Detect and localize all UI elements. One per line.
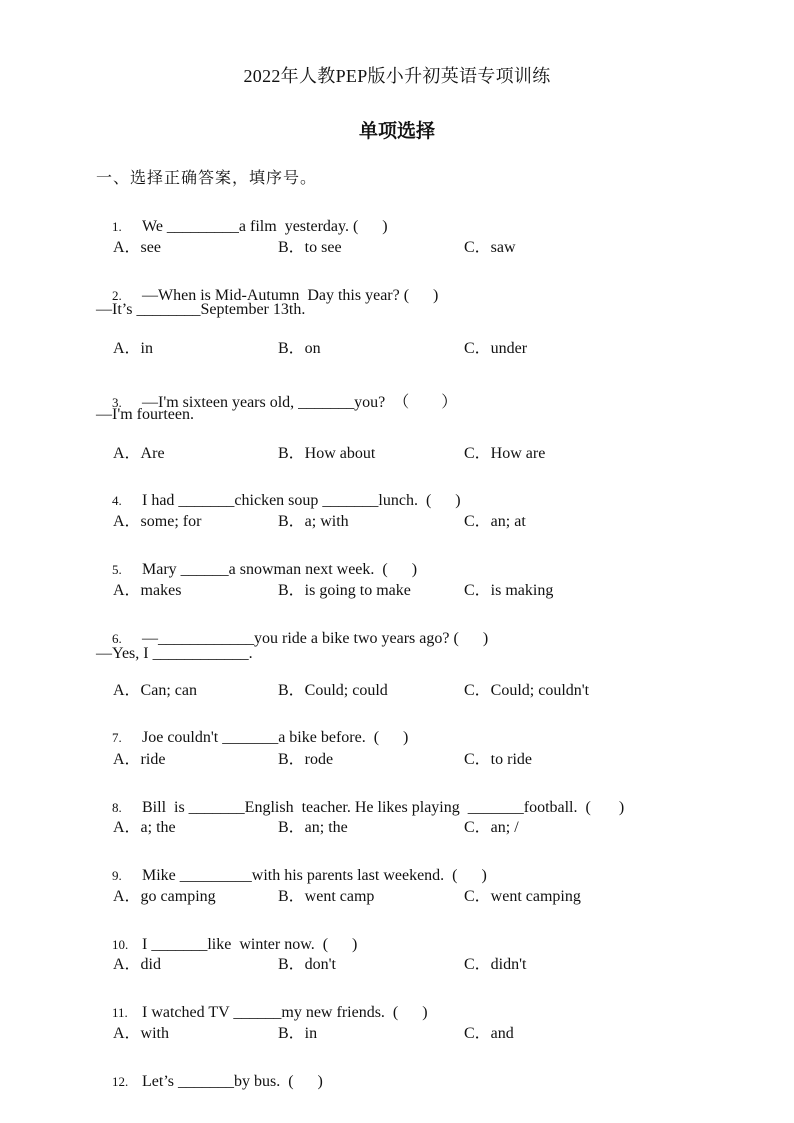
- question-stem: —I'm sixteen years old, _______you? （ ）: [142, 394, 458, 411]
- question-number: 3.: [112, 395, 122, 410]
- question-stem: I watched TV ______my new friends. ( ): [142, 1004, 428, 1021]
- option-a[interactable]: A．with: [113, 1025, 170, 1042]
- option-b[interactable]: B．is going to make: [278, 582, 411, 599]
- section-subtitle: 单项选择: [358, 120, 435, 142]
- instruction-text: 一、选择正确答案，填序号。: [96, 168, 318, 187]
- option-a[interactable]: A．Can; can: [113, 682, 197, 699]
- question-number: 4.: [112, 493, 122, 508]
- option-a[interactable]: A．go camping: [113, 888, 216, 905]
- question-number: 9.: [112, 868, 122, 883]
- option-c[interactable]: C．saw: [464, 239, 516, 256]
- option-c[interactable]: C．How are: [464, 445, 546, 462]
- option-b[interactable]: B．on: [278, 340, 321, 357]
- question-number: 12.: [112, 1074, 129, 1089]
- option-a[interactable]: A．makes: [113, 582, 182, 599]
- option-b[interactable]: B．rode: [278, 751, 334, 768]
- answer-line-3: —I'm fourteen.: [96, 406, 194, 423]
- answer-line-2: —It’s ________September 13th.: [96, 301, 306, 318]
- question-number: 7.: [112, 730, 122, 745]
- question-stem: —When is Mid-Autumn Day this year? ( ): [142, 287, 439, 304]
- option-a[interactable]: A．ride: [113, 751, 166, 768]
- option-c[interactable]: C．under: [464, 340, 528, 357]
- question-number: 10.: [112, 937, 129, 952]
- page-title: 2022年人教PEP版小升初英语专项训练: [243, 66, 551, 86]
- option-c[interactable]: C．an; at: [464, 513, 526, 530]
- option-c[interactable]: C．went camping: [464, 888, 581, 905]
- option-a[interactable]: A．some; for: [113, 513, 202, 530]
- option-b[interactable]: B．in: [278, 1025, 318, 1042]
- question-12: [96, 1055, 323, 1109]
- question-stem: Joe couldn't _______a bike before. ( ): [142, 729, 409, 746]
- option-a[interactable]: A．in: [113, 340, 154, 357]
- option-b[interactable]: B．went camp: [278, 888, 375, 905]
- option-c[interactable]: C．an; /: [464, 819, 519, 836]
- question-stem: Mary ______a snowman next week. ( ): [142, 561, 418, 578]
- option-c[interactable]: C．Could; couldn't: [464, 682, 590, 699]
- question-stem: Bill is _______English teacher. He likes playing _______football. ( ): [142, 799, 625, 816]
- option-c[interactable]: C．is making: [464, 582, 554, 599]
- question-stem: We _________a film yesterday. ( ): [142, 218, 388, 235]
- question-number: 6.: [112, 631, 122, 646]
- question-number: 11.: [112, 1005, 128, 1020]
- option-a[interactable]: A．a; the: [113, 819, 176, 836]
- option-b[interactable]: B．a; with: [278, 513, 349, 530]
- option-a[interactable]: A．did: [113, 956, 162, 973]
- option-c[interactable]: C．didn't: [464, 956, 527, 973]
- option-b[interactable]: B．an; the: [278, 819, 348, 836]
- question-number: 2.: [112, 288, 122, 303]
- answer-line-6: —Yes, I ____________.: [96, 645, 253, 662]
- option-b[interactable]: B．don't: [278, 956, 337, 973]
- option-b[interactable]: B．How about: [278, 445, 376, 462]
- question-stem: Let’s _______by bus. ( ): [142, 1073, 323, 1090]
- question-number: 1.: [112, 219, 122, 234]
- option-b[interactable]: B．Could; could: [278, 682, 388, 699]
- question-stem: I had _______chicken soup _______lunch. ( ): [142, 492, 461, 509]
- option-c[interactable]: C．and: [464, 1025, 514, 1042]
- question-number: 8.: [112, 800, 122, 815]
- question-stem: —____________you ride a bike two years ago? ( ): [142, 630, 489, 647]
- option-a[interactable]: A．Are: [113, 445, 165, 462]
- option-a[interactable]: A．see: [113, 239, 161, 256]
- option-c[interactable]: C．to ride: [464, 751, 532, 768]
- question-stem: I _______like winter now. ( ): [142, 936, 358, 953]
- option-b[interactable]: B．to see: [278, 239, 342, 256]
- question-stem: Mike _________with his parents last weekend. ( ): [142, 867, 487, 884]
- question-number: 5.: [112, 562, 122, 577]
